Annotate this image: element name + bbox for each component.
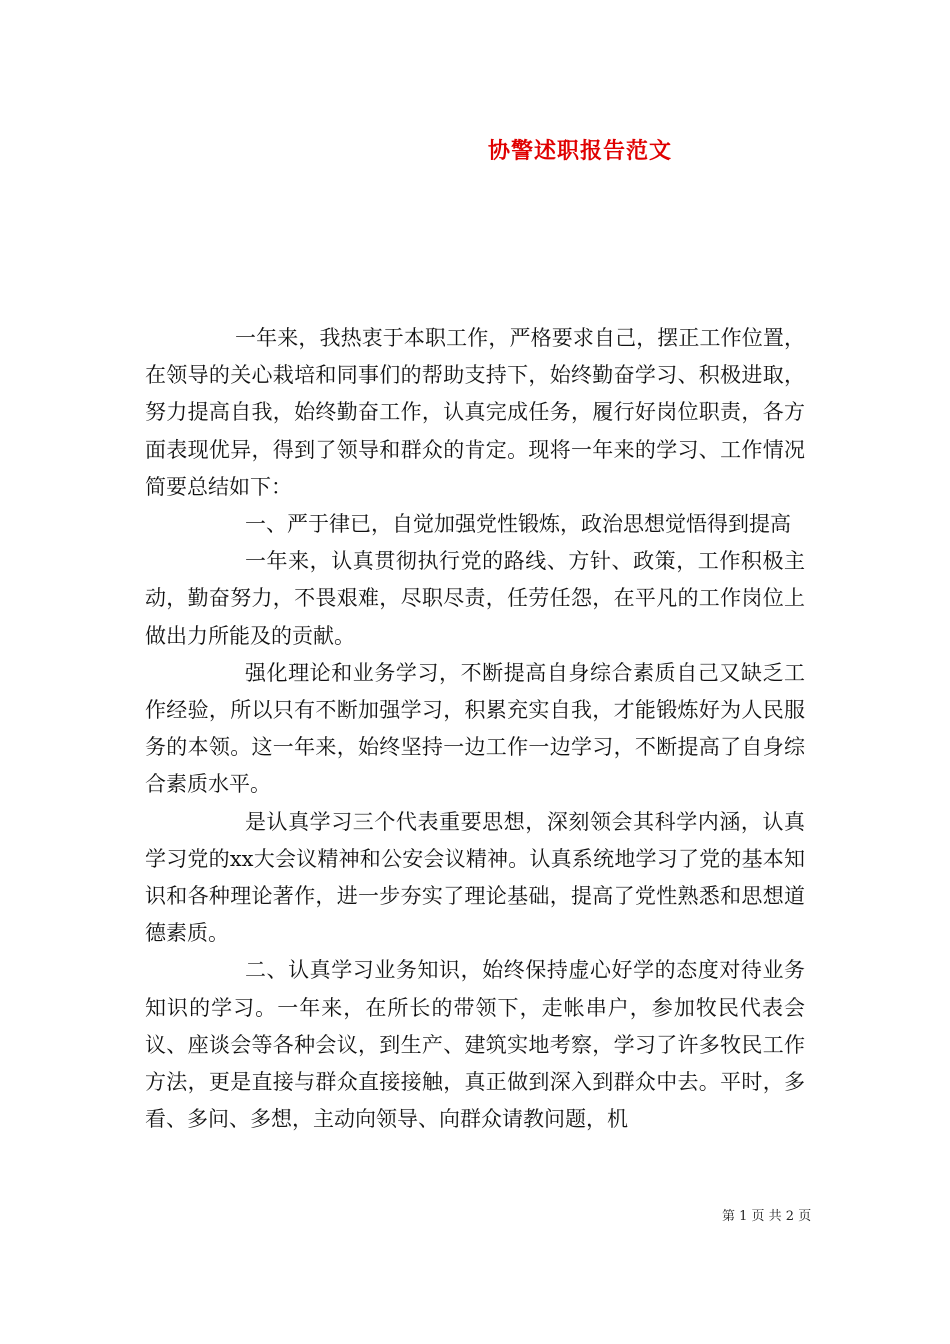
document-title: 协警述职报告范文: [488, 138, 673, 164]
paragraph: 是认真学习三个代表重要思想，深刻领会其科学内涵，认真学习党的xx大会议精神和公安会议精神。认真系统地学习了党的基本知识和各种理论著作，进一步夯实了理论基础，提高了党性熟悉和思想道德素质。: [145, 809, 805, 946]
paragraph: 二、认真学习业务知识，始终保持虚心好学的态度对待业务知识的学习。一年来，在所长的带领下，走帐串户，参加牧民代表会议、座谈会等各种会议，到生产、建筑实地考察，学习了许多牧民工作方法，更是直接与群众直接接触，真正做到深入到群众中去。平时，多看、多问、多想，主动向领导、向群众请教问题，机: [145, 958, 805, 1132]
page-footer: 第 1 页 共 2 页: [722, 1209, 812, 1224]
paragraph: 一年来，认真贯彻执行党的路线、方针、政策，工作积极主动，勤奋努力，不畏艰难，尽职尽责，任劳任怨，在平凡的工作岗位上做出力所能及的贡献。: [145, 549, 805, 648]
document-body: [145, 320, 805, 1138]
paragraph: 强化理论和业务学习，不断提高自身综合素质自己又缺乏工作经验，所以只有不断加强学习，积累充实自我，才能锻炼好为人民服务的本领。这一年来，始终坚持一边工作一边学习，不断提高了自身综合素质水平。: [145, 660, 805, 797]
section-heading-1: 一、严于律已，自觉加强党性锻炼，政治思想觉悟得到提高: [245, 512, 791, 537]
paragraph-intro: 一年来，我热衷于本职工作，严格要求自己，摆正工作位置，在领导的关心栽培和同事们的帮助支持下，始终勤奋学习、积极进取，努力提高自我，始终勤奋工作，认真完成任务，履行好岗位职责，各方面表现优异，得到了领导和群众的肯定。现将一年来的学习、工作情况简要总结如下：: [145, 326, 805, 499]
